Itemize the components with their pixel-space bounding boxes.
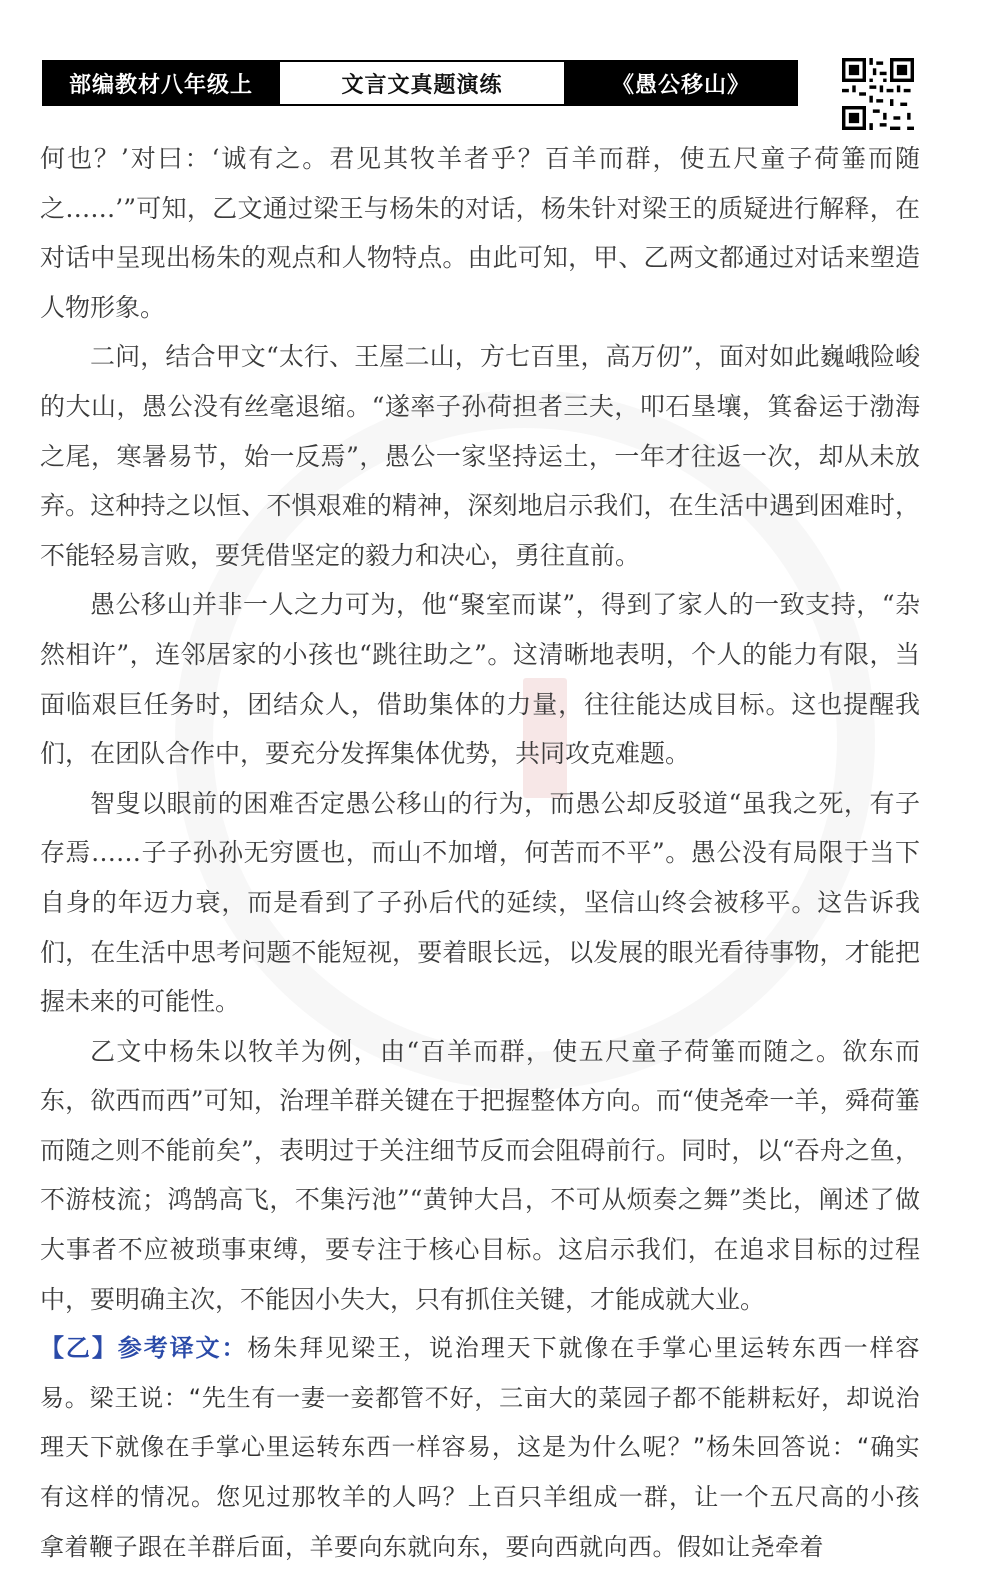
article-body	[40, 134, 920, 1572]
translation-label: 【乙】参考译文：	[40, 1334, 248, 1363]
header-lesson-title: 《愚公移山》	[566, 62, 796, 104]
qr-code-icon	[842, 58, 914, 130]
header-grade-label: 部编教材八年级上	[44, 62, 278, 104]
paragraph: 智叟以眼前的困难否定愚公移山的行为，而愚公却反驳道“虽我之死，有子存焉……子子孙孙无穷匮也，而山不加增，何苦而不平”。愚公没有局限于当下自身的年迈力衰，而是看到了子孙后代的延续，坚信山终会被移平。这告诉我们，在生活中思考问题不能短视，要着眼长远，以发展的眼光看待事物，才能把握未来的可能性。	[40, 788, 920, 1017]
paragraph-continuation: 何也？’对曰：‘诚有之。君见其牧羊者乎？百羊而群，使五尺童子荷箠而随之……’”可知，乙文通过梁王与杨朱的对话，杨朱针对梁王的质疑进行解释，在对话中呈现出杨朱的观点和人物特点。由此可知，甲、乙两文都通过对话来塑造人物形象。	[40, 144, 920, 322]
paragraph: 二问，结合甲文“太行、王屋二山，方七百里，高万仞”，面对如此巍峨险峻的大山，愚公没有丝毫退缩。“遂率子孙荷担者三夫，叩石垦壤，箕畚运于渤海之尾，寒暑易节，始一反焉”，愚公一家坚持运土，一年才往返一次，却从未放弃。这种持之以恒、不惧艰难的精神，深刻地启示我们，在生活中遇到困难时，不能轻易言败，要凭借坚定的毅力和决心，勇往直前。	[40, 342, 920, 570]
page-header	[42, 60, 798, 106]
paragraph: 乙文中杨朱以牧羊为例，由“百羊而群，使五尺童子荷箠而随之。欲东而东，欲西而西”可知，治理羊群关键在于把握整体方向。而“使尧牵一羊，舜荷箠而随之则不能前矣”，表明过于关注细节反而会阻碍前行。同时，以“吞舟之鱼，不游枝流；鸿鹄高飞，不集污池”“黄钟大吕，不可从烦奏之舞”类比，阐述了做大事者不应被琐事束缚，要专注于核心目标。这启示我们，在追求目标的过程中，要明确主次，不能因小失大，只有抓住关键，才能成就大业。	[40, 1036, 920, 1314]
header-section-title: 文言文真题演练	[278, 62, 566, 104]
translation-paragraph	[40, 1324, 920, 1572]
translation-text: 杨朱拜见梁王，说治理天下就像在手掌心里运转东西一样容易。梁王说：“先生有一妻一妾都管不好，三亩大的菜园子都不能耕耘好，却说治理天下就像在手掌心里运转东西一样容易，这是为什么呢？”杨朱回答说：“确实有这样的情况。您见过那牧羊的人吗？上百只羊组成一群，让一个五尺高的小孩拿着鞭子跟在羊群后面，羊要向东就向东，要向西就向西。假如让尧牵着	[40, 1334, 921, 1561]
paragraph: 愚公移山并非一人之力可为，他“聚室而谋”，得到了家人的一致支持，“杂然相许”，连邻居家的小孩也“跳往助之”。这清晰地表明，个人的能力有限，当面临艰巨任务时，团结众人，借助集体的力量，往往能达成目标。这也提醒我们，在团队合作中，要充分发挥集体优势，共同攻克难题。	[40, 590, 920, 769]
